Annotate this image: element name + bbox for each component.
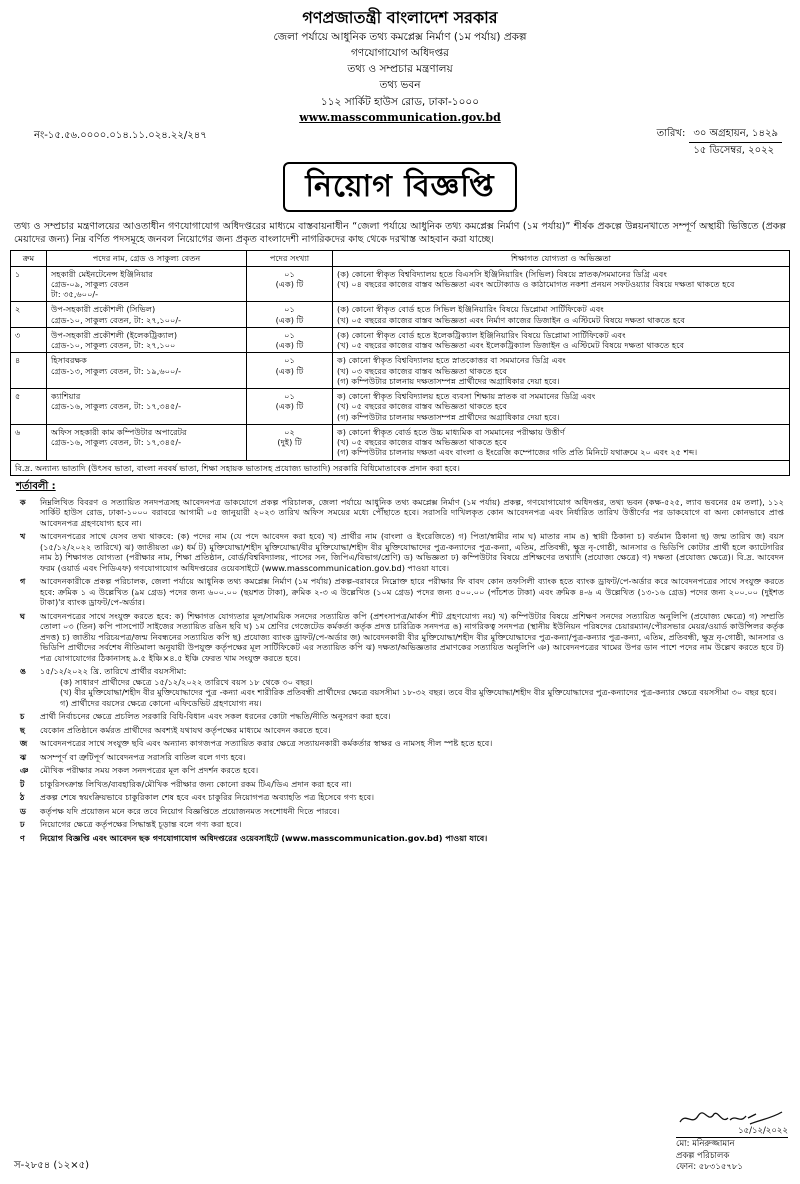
post-name-line: গ্রেড-১৬, সাকুল্য বেতন, টা: ১৭,৩৪৫/- bbox=[51, 437, 182, 448]
post-count bbox=[247, 266, 333, 302]
condition-text: যেকোন প্রতিষ্ঠানে কর্মরত প্রার্থীদের অবশ্যই যথাযথ কর্তৃপক্ষের মাধ্যমে আবেদন করতে হবে। bbox=[40, 724, 331, 735]
qualification-line: (ক) কোনো স্বীকৃত বোর্ড হতে সিভিল ইঞ্জিনিয়ারিং বিষয়ে ডিপ্লোমা সার্টিফিকেট এবং bbox=[337, 304, 604, 315]
post-name-line: গ্রেড-১০, সাকুল্য বেতন, টা: ২৭,১০০/- bbox=[51, 314, 182, 325]
post-count-line: (এক) টি bbox=[275, 401, 304, 412]
table-row bbox=[11, 389, 790, 425]
condition-label: ক bbox=[20, 496, 26, 507]
post-count bbox=[247, 424, 333, 460]
notice-title: নিয়োগ বিজ্ঞপ্তি bbox=[283, 162, 516, 212]
qualification-line: (ক) কোনো স্বীকৃত বোর্ড হতে ইলেকট্রিক্যাল ইঞ্জিনিয়ারিং বিষয়ে ডিপ্লোমা সার্টিফিকেট এবং bbox=[337, 329, 626, 340]
condition-item bbox=[10, 710, 790, 724]
condition-text-block bbox=[40, 576, 790, 608]
condition-label: ঞ bbox=[20, 765, 29, 776]
signature-date: ১৫/১২/২০২২ bbox=[738, 1126, 788, 1136]
post-name bbox=[47, 327, 247, 353]
posts-table bbox=[10, 250, 790, 476]
post-name bbox=[47, 389, 247, 425]
post-count-line: ০১ bbox=[284, 268, 295, 279]
condition-text: আবেদনকারীকে প্রকল্প পরিচালক, জেলা পর্যায়ে আধুনিক তথ্য কমপ্লেক্স নির্মাণ (১ম পর্যায়) প্রকল্প-বরাবরে নিম্নোক্ত হারে পরীক্ষার ফি বাবদ কোন তফসিলী ব্যাংক হতে ব্যাংক ড্রাফট/পে-অর্ডার করে আবেদনপত্রের সাথে সংযুক্ত করতে হবে: ক্রমিক ১ এ উল্লেখিত (৯ম গ্রেড) পদের জন্য ৬০০.০০ (ছয়শত টাকা), ক্রমিক ২-৩ এ উল্লেখিত (১০ম গ্রেড) পদের জন্য ৫০০.০০ (পাঁচশত টাকা) এবং ক্রমিক ৪-৬ এ উল্লেখিত (১৩-১৬ গ্রেড) পদের জন্য ২০০.০০ (দুইশত টাকা)'র ব্যাংক ড্রাফট/পে-অর্ডার। bbox=[40, 576, 784, 608]
post-name-line: ক্যাশিয়ার bbox=[51, 391, 81, 402]
condition-text-block bbox=[40, 833, 790, 844]
condition-text-block bbox=[40, 725, 790, 736]
table-note: বি.দ্র. অন্যান্য ভাতাদি (উৎসব ভাতা, বাংলা নববর্ষ ভাতা, শিক্ষা সহায়ক ভাতাসহ প্রযোজ্য ভাতাদি) সরকারি বিধিমোতাবেক প্রদান করা হবে। bbox=[11, 460, 790, 475]
condition-text-block bbox=[40, 819, 790, 830]
qualification-line: ক) কোনো স্বীকৃত বিশ্ববিদ্যালয় হতে স্নাতকোত্তর বা সমমানের ডিগ্রি এবং bbox=[337, 355, 566, 366]
condition-label: গ bbox=[20, 576, 26, 587]
conditions-list bbox=[10, 495, 790, 845]
post-name bbox=[47, 424, 247, 460]
condition-label: জ bbox=[20, 738, 28, 749]
condition-item bbox=[10, 777, 790, 791]
row-number: ৬ bbox=[11, 424, 47, 460]
table-row bbox=[11, 424, 790, 460]
date-bangla: ৩০ অগ্রহায়ন, ১৪২৯ bbox=[689, 128, 782, 143]
condition-text-block bbox=[40, 711, 790, 722]
post-qualification bbox=[333, 424, 790, 460]
condition-text-block bbox=[40, 765, 790, 776]
condition-text: আবেদনপত্রের সাথে সংযুক্ত করতে হবে: ক) শিক্ষাগত যোগ্যতার মূল/সাময়িক সনদের সত্যায়িত কপি (প্রশংসাপত্র/মার্কস শীট গ্রহণযোগ্য নয়) খ) কম্পিউটার বিষয়ে প্রশিক্ষণ সনদের সত্যায়িত অনুলিপি (প্রযোজ্য ক্ষেত্রে) গ) সম্প্রতি তোলা ০৩ (তিন) কপি পাসপোর্ট সাইজের সত্যায়িত রঙিন ছবি ঘ) ১ম শ্রেণির গেজেটেড কর্মকর্তা কর্তৃক প্রদত্ত চারিত্রিক সনদপত্র ঙ) নাগরিকত্ব সনদপত্র (স্থানীয় ইউনিয়ন পরিষদের চেয়ারম্যান/পৌরসভার মেয়র/ওয়ার্ড কাউন্সিলর কর্তৃক প্রদত্ত) চ) জাতীয় পরিচয়পত্র/জন্ম নিবন্ধনের সত্যায়িত কপি ছ) প্রযোজ্য ব্যাংক ড্রাফট/পে-অর্ডার জ) আবেদনকারী বীর মুক্তিযোদ্ধা/শহীদ বীর মুক্তিযোদ্ধাদের পুত্র-কন্যা/পুত্র-কন্যার পুত্র-কন্যা, এতিম, প্রতিবন্ধী, ক্ষুদ্র নৃ-গোষ্ঠী, আনসার ও ভিডিপি প্রার্থীদের সর্বশেষ নীতিমালা অনুযায়ী উপযুক্ত কর্তৃপক্ষের মূল সার্টিফিকেট এর সত্যায়িত কপি ঝ) দক্ষতা/অভিজ্ঞতার প্রমাণকের সত্যায়িত অনুলিপি ঞ) আবেদনপত্রের খামের উপর ডান পাশে পদের নাম উল্লেখ করতে হবে ট) পত্র যোগাযোগের ঠিকানাসহ ৯.৫ ইঞ্চি×৪.৫ ইঞ্চি ফেরত খাম সংযুক্ত করতে হবে। bbox=[40, 610, 785, 663]
condition-item bbox=[10, 575, 790, 610]
row-number: ৫ bbox=[11, 389, 47, 425]
print-code: স-২৮৫৪ (১২×৫) bbox=[14, 1160, 90, 1171]
reference-number: নং-১৫.৫৬.০০০০.০১৪.১১.০২৪.২২/২৪৭ bbox=[34, 130, 207, 142]
condition-text: চাকুরিসংক্রান্ত লিখিত/ব্যবহারিক/মৌখিক পরীক্ষার জন্য কোনো রকম টিএ/ডিএ প্রদান করা হবে না। bbox=[40, 778, 352, 789]
post-count-line: (এক) টি bbox=[275, 278, 304, 289]
qualification-line: (খ) ০৪ বছরের কাজের বাস্তব অভিজ্ঞতা এবং অটোক্যাড ও কাঠামোগত নকশা প্রনয়ন সফটওয়্যার বিষয়ে দক্ষতা থাকতে হবে bbox=[337, 278, 735, 289]
condition-label: ঙ bbox=[20, 666, 27, 677]
condition-item bbox=[10, 750, 790, 764]
condition-item bbox=[10, 723, 790, 737]
condition-text-block bbox=[40, 779, 790, 790]
condition-text: প্রার্থী নির্বাচনের ক্ষেত্রে প্রচলিত সরকারি বিধি-বিধান এবং সকল ধরনের কোটা পদ্ধতি/নীতি অনুসরণ করা হবে। bbox=[40, 711, 391, 722]
post-name bbox=[47, 266, 247, 302]
condition-label: ঠ bbox=[20, 792, 25, 803]
post-count bbox=[247, 302, 333, 328]
qualification-line: (খ) ০৩ বছরের কাজের বাস্তব অভিজ্ঞতা থাকতে হবে bbox=[337, 365, 507, 376]
condition-text-block bbox=[40, 497, 790, 529]
post-count-line: ০১ bbox=[284, 355, 295, 366]
post-count bbox=[247, 389, 333, 425]
post-name-line: গ্রেড-০৯, সাকুল্য বেতন bbox=[51, 278, 129, 289]
condition-item bbox=[10, 530, 790, 575]
table-note-row bbox=[11, 460, 790, 475]
qualification-line: (গ) কম্পিউটার চালনায় দক্ষতাসম্পন্ন প্রার্থীদের অগ্রাধিকার দেয়া হবে। bbox=[337, 411, 560, 422]
condition-text-block bbox=[40, 738, 790, 749]
signatory-phone: ফোন: ৫৮৩১৫৭৮১ bbox=[676, 1162, 743, 1173]
table-row bbox=[11, 353, 790, 389]
signature-block bbox=[676, 1108, 788, 1174]
condition-item bbox=[10, 764, 790, 778]
condition-text-block bbox=[40, 806, 790, 817]
post-count-line: (দুই) টি bbox=[277, 437, 302, 448]
qualification-line: (গ) কম্পিউটার চালনায় দক্ষতা এবং বাংলা ও ইংরেজি কম্পোজের গতি প্রতি মিনিটে যথাক্রমে ২০ এবং ২৫ শব্দ। bbox=[337, 447, 698, 458]
post-name-line: হিসাবরক্ষক bbox=[51, 355, 87, 366]
intro-paragraph: তথ্য ও সম্প্রচার মন্ত্রণালয়ের আওতাধীন গণযোগাযোগ অধিদপ্তরের মাধ্যমে বাস্তবায়নাধীন “জেলা পর্যায়ে আধুনিক তথ্য কমপ্লেক্স নির্মাণ (১ম পর্যায়)” শীর্ষক প্রকল্পে উন্নয়নখাতে সম্পূর্ণ অস্থায়ী ভিত্তিতে (প্রকল্প মেয়াদের জন্য) নিম্ন বর্ণিত পদসমূহে জনবল নিয়োগের জন্য প্রকৃত বাংলাদেশী নাগরিকদের কাছ থেকে দরখাস্ত আহবান করা যাচ্ছে। bbox=[14, 220, 786, 246]
condition-text: আবেদনপত্রের সাথে যেসব তথ্য থাকবে: (ক) পদের নাম (যে পদে আবেদন করা হবে) খ) প্রার্থীর নাম (বাংলা ও ইংরেজিতে) গ) পিতা/স্বামীর নাম ঘ) মাতার নাম ঙ) স্থায়ী ঠিকানা চ) বর্তমান ঠিকানা ছ) জন্ম তারিখ জ) বয়স (১৫/১২/২০২২ তারিখে) ঝ) জাতীয়তা ঞ) ধর্ম ট) মুক্তিযোদ্ধা/শহীদ মুক্তিযোদ্ধা/বীর মুক্তিযোদ্ধা/শহীদ বীর মুক্তিযোদ্ধাদের পুত্র-কন্যাদের পুত্র-কন্যা, এতিম, প্রতিবন্ধী, ক্ষুদ্র নৃ-গোষ্ঠী, আনসার ও ভিডিপি কোটার প্রার্থী হলে ক্যাটেগরির নাম ঠ) শিক্ষাগত যোগ্যতা (পরীক্ষার নাম, শিক্ষা প্রতিষ্ঠান, বোর্ড/বিশ্ববিদ্যালয়, পাসের সন, জিপিএ/বিভাগ/শ্রেণি) ড) অভিজ্ঞতা ঢ) কম্পিউটার বিষয়ে প্রশিক্ষণের তথ্যাদি (প্রযোজ্য ক্ষেত্রে) ণ) দক্ষতা (প্রযোজ্য ক্ষেত্রে)। বি.দ্র. আবেদন ফরম (ওয়ার্ড এবং পিডিএফ) গণযোগাযোগ অধিদপ্তরের ওয়েবসাইটে (www.masscommunication.gov.bd) পাওয়া যাবে। bbox=[40, 531, 784, 573]
condition-item bbox=[10, 737, 790, 751]
building-name: তথ্য ভবন bbox=[379, 79, 421, 92]
col-name: পদের নাম, গ্রেড ও সাকুল্য বেতন bbox=[47, 251, 247, 266]
condition-item bbox=[10, 495, 790, 530]
condition-text: নিম্নলিখিত বিবরণ ও সত্যায়িত সনদপত্রসহ আবেদনপত্র ডাকযোগে প্রকল্প পরিচালক, জেলা পর্যায়ে আধুনিক তথ্য কমপ্লেক্স নির্মাণ (১ম পর্যায়) প্রকল্প, গণযোগাযোগ অধিদপ্তর, তথ্য ভবন (কক্ষ-৫২৫, ল্যাব ভবনের ৫ম তলা), ১১২ সার্কিট হাউস রোড, ঢাকা-১০০০ বরাবরে আগামী ০৫ জানুয়ারী ২০২৩ তারিখ অফিস সময়ের মধ্যে পৌঁছাতে হবে। সরাসরি দাখিলকৃত কোন আবেদনপত্র এবং নির্ধারিত তারিখ উত্তীর্ণের পর ডাকযোগে বা অন্য কোনভাবে প্রাপ্ত আবেদনপত্র গ্রহণযোগ্য হবে না। bbox=[40, 496, 784, 528]
condition-label: ছ bbox=[20, 724, 25, 735]
condition-item bbox=[10, 665, 790, 710]
date-label: তারিখ: bbox=[656, 128, 686, 140]
post-qualification bbox=[333, 353, 790, 389]
qualification-line: (খ) ০৫ বছরের কাজের বাস্তব অভিজ্ঞতা এবং নির্মাণ কাজের ডিজাইন ও এস্টিমেট বিষয়ে দক্ষতা থাকতে হবে bbox=[337, 314, 685, 325]
condition-text: নিয়োগের ক্ষেত্রে কর্তৃপক্ষের সিদ্ধান্তই চূড়ান্ত বলে গণ্য করা হবে। bbox=[40, 819, 242, 830]
qualification-line: ক) কোনো স্বীকৃত বিশ্ববিদ্যালয় হতে ব্যবসা শিক্ষায় স্নাতক বা সমমানের ডিগ্রি এবং bbox=[337, 391, 596, 402]
condition-label: ঝ bbox=[20, 751, 27, 762]
post-name bbox=[47, 353, 247, 389]
condition-text: ১৫/১২/২০২২ খ্রি. তারিখে প্রার্থীর বয়সসীমা: bbox=[40, 666, 187, 677]
post-name bbox=[47, 302, 247, 328]
post-name-line: উপ-সহকারী প্রকৌশলী (সিভিল) bbox=[51, 304, 156, 315]
condition-item bbox=[10, 818, 790, 832]
condition-subitem: (ক) সাধারণ প্রার্থীদের ক্ষেত্রে ১৫/১২/২০২২ তারিখে বয়স ১৮ থেকে ৩০ বছর। bbox=[60, 676, 313, 687]
col-count: পদের সংখ্যা bbox=[247, 251, 333, 266]
condition-text: কর্তৃপক্ষ যদি প্রয়োজন মনে করে তবে নিয়োগ বিজ্ঞপ্তিতে প্রয়োজনমত সংশোধনী দিতে পারবে। bbox=[40, 805, 340, 816]
project-name: জেলা পর্যায়ে আধুনিক তথ্য কমপ্লেক্স নির্মাণ (১ম পর্যায়) প্রকল্প bbox=[273, 31, 527, 43]
conditions-title: শর্তাবলী : bbox=[16, 480, 56, 492]
date-english: ১৫ ডিসেম্বর, ২০২২ bbox=[693, 144, 775, 156]
condition-label: চ bbox=[20, 711, 25, 722]
post-name-line: অফিস সহকারী কাম কম্পিউটার অপারেটর bbox=[51, 426, 187, 437]
post-qualification bbox=[333, 327, 790, 353]
post-name-line: টা: ৩৫,৬০০/- bbox=[51, 289, 99, 300]
post-count-line: (এক) টি bbox=[275, 365, 304, 376]
signatory-designation: প্রকল্প পরিচালক bbox=[676, 1150, 730, 1161]
post-name-line: গ্রেড-১৬, সাকুল্য বেতন, টা: ১৭,৩৪৫/- bbox=[51, 401, 182, 412]
table-header-row bbox=[11, 251, 790, 266]
qualification-line: (গ) কম্পিউটার চালনায় দক্ষতাসম্পন্ন প্রার্থীদের অগ্রাধিকার দেয়া হবে। bbox=[337, 375, 560, 386]
condition-text: অসম্পূর্ণ বা ত্রুটিপূর্ণ আবেদনপত্র সরাসরি বাতিল বলে গণ্য হবে। bbox=[40, 751, 246, 762]
condition-text-block bbox=[40, 611, 790, 664]
department-name: গণযোগাযোগ অধিদপ্তর bbox=[351, 47, 449, 60]
row-number: ৩ bbox=[11, 327, 47, 353]
condition-item bbox=[10, 831, 790, 845]
post-name-line: গ্রেড-১০, সাকুল্য বেতন, টা: ২৭,১০০ bbox=[51, 340, 176, 351]
condition-text-block bbox=[40, 792, 790, 803]
website-link[interactable]: www.masscommunication.gov.bd bbox=[299, 110, 501, 124]
address: ১১২ সার্কিট হাউস রোড, ঢাকা-১০০০ bbox=[320, 95, 480, 108]
post-name-line: গ্রেড-১৩, সাকুল্য বেতন, টা: ১৯,৬০০/- bbox=[51, 365, 182, 376]
qualification-line: (ক) কোনো স্বীকৃত বিশ্ববিদ্যালয় হতে বিএসসি ইঞ্জিনিয়ারিং (সিভিল) বিষয়ে স্নাতক/সমমানের ডিগ্রি এবং bbox=[337, 268, 667, 279]
government-name: গণপ্রজাতন্ত্রী বাংলাদেশ সরকার bbox=[302, 8, 498, 27]
post-qualification bbox=[333, 302, 790, 328]
condition-item bbox=[10, 791, 790, 805]
condition-subitem: গ) প্রার্থীদের বয়সের ক্ষেত্রে কোনো এফিডেভিট গ্রহণযোগ্য নয়। bbox=[60, 697, 262, 708]
post-count-line: ০১ bbox=[284, 304, 295, 315]
col-qualification: শিক্ষাগত যোগ্যতা ও অভিজ্ঞতা bbox=[333, 251, 790, 266]
condition-label: ঘ bbox=[20, 610, 26, 621]
row-number: ৪ bbox=[11, 353, 47, 389]
ministry-name: তথ্য ও সম্প্রচার মন্ত্রণালয় bbox=[347, 63, 453, 76]
signatory-name: মো: মনিরুজ্জামান bbox=[676, 1137, 788, 1150]
reference-row bbox=[10, 128, 790, 158]
post-qualification bbox=[333, 389, 790, 425]
post-count bbox=[247, 327, 333, 353]
table-row bbox=[11, 266, 790, 302]
condition-item bbox=[10, 804, 790, 818]
qualification-line: (খ) ০৫ বছরের কাজের বাস্তব অভিজ্ঞতা থাকতে হবে bbox=[337, 437, 507, 448]
row-number: ১ bbox=[11, 266, 47, 302]
post-count-line: ০২ bbox=[284, 426, 295, 437]
table-row bbox=[11, 302, 790, 328]
condition-text-block bbox=[40, 531, 790, 573]
post-count bbox=[247, 353, 333, 389]
post-name-line: সহকারী মেইনটেনেন্স ইঞ্জিনিয়ার bbox=[51, 268, 153, 279]
qualification-line: (খ) ০৫ বছরের কাজের বাস্তব অভিজ্ঞতা থাকতে হবে bbox=[337, 401, 507, 412]
condition-label: ণ bbox=[20, 832, 25, 843]
condition-label: ঢ bbox=[20, 819, 25, 830]
letterhead bbox=[10, 8, 790, 124]
post-name-line: উপ-সহকারী প্রকৌশলী (ইলেকট্রিক্যাল) bbox=[51, 329, 178, 340]
condition-item bbox=[10, 609, 790, 665]
condition-label: ট bbox=[20, 778, 25, 789]
condition-text: প্রকল্প শেষে স্বয়ংক্রিয়ভাবে চাকুরিকাল শেষ হবে এবং চাকুরির নিয়োগপত্র অব্যাহতি পত্র হিসেবে গণ্য হবে। bbox=[40, 792, 375, 803]
condition-text: আবেদনপত্রের সাথে সংযুক্ত ছবি এবং অন্যান্য কাগজপত্র সত্যায়িত করার ক্ষেত্রে সত্যায়নকারী কর্মকর্তার স্বাক্ষর ও নামসহ সীল স্পষ্ট হতে হবে। bbox=[40, 738, 493, 749]
condition-text-block bbox=[40, 666, 790, 708]
post-qualification bbox=[333, 266, 790, 302]
date-block bbox=[657, 128, 782, 158]
condition-text: নিয়োগ বিজ্ঞপ্তি এবং আবেদন ছক গণযোগাযোগ অধিদপ্তরের ওয়েবসাইটে (www.masscommunication.gov.bd) পাওয়া যাবে। bbox=[40, 832, 488, 843]
post-count-line: ০১ bbox=[284, 391, 295, 402]
condition-text: মৌখিক পরীক্ষার সময় সকল সনদপত্রের মূল কপি প্রদর্শন করতে হবে। bbox=[40, 765, 259, 776]
condition-text-block bbox=[40, 752, 790, 763]
qualification-line: (খ) ০৫ বছরের কাজের বাস্তব অভিজ্ঞতা এবং ইলেকট্রিক্যাল ডিজাইন ও এস্টিমেট বিষয়ে দক্ষতা থাকতে হবে bbox=[337, 340, 685, 351]
post-count-line: ০১ bbox=[284, 329, 295, 340]
condition-label: খ bbox=[20, 531, 26, 542]
condition-subitem: (খ) বীর মুক্তিযোদ্ধা/শহীদ বীর মুক্তিযোদ্ধাদের পুত্র -কন্যা এবং শারীরিক প্রতিবন্ধী প্রার্থীদের ক্ষেত্রে বয়সসীমা ১৮-৩২ বছর। তবে বীর মুক্তিযোদ্ধা/শহীদ বীর মুক্তিযোদ্ধাদের পুত্র-কন্যাদের পুত্র-কন্যার ক্ষেত্রে বয়সসীমা ৩০ বছর হবে। bbox=[60, 687, 777, 698]
row-number: ২ bbox=[11, 302, 47, 328]
col-no: ক্রম bbox=[11, 251, 47, 266]
table-row bbox=[11, 327, 790, 353]
condition-label: ড bbox=[20, 805, 27, 816]
qualification-line: ক) কোনো স্বীকৃত বোর্ড হতে উচ্চ মাধ্যমিক বা সমমানের পরীক্ষায় উত্তীর্ণ bbox=[337, 426, 565, 437]
post-count-line: (এক) টি bbox=[275, 314, 304, 325]
post-count-line: (এক) টি bbox=[275, 340, 304, 351]
